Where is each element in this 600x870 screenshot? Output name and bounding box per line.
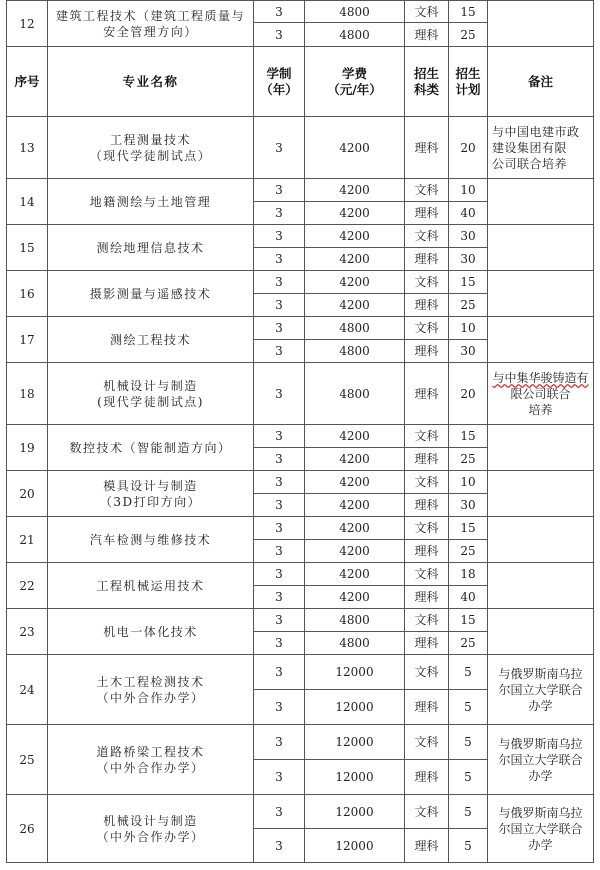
table-row xyxy=(7,517,594,540)
fee-cell: 4200 xyxy=(305,294,405,317)
remark-cell xyxy=(488,563,594,609)
category-cell: 文科 xyxy=(405,1,449,23)
major-name: 地籍测绘与土地管理 xyxy=(48,179,254,225)
plan-cell: 15 xyxy=(449,517,488,540)
table-row xyxy=(7,425,594,448)
years-cell: 3 xyxy=(254,494,305,517)
serial-no: 18 xyxy=(7,363,48,425)
category-cell: 理科 xyxy=(405,340,449,363)
serial-no: 17 xyxy=(7,317,48,363)
serial-no: 22 xyxy=(7,563,48,609)
remark-cell xyxy=(488,471,594,517)
table-row xyxy=(7,471,594,494)
remark-cell: 与俄罗斯南乌拉 尔国立大学联合 办学 xyxy=(488,725,594,795)
remark-cell xyxy=(488,425,594,471)
fee-cell: 12000 xyxy=(305,829,405,863)
years-cell: 3 xyxy=(254,179,305,202)
major-name: 道路桥梁工程技术 （中外合作办学） xyxy=(48,725,254,795)
fee-cell: 4800 xyxy=(305,1,405,23)
serial-no: 24 xyxy=(7,655,48,725)
years-cell: 3 xyxy=(254,1,305,23)
plan-cell: 25 xyxy=(449,448,488,471)
years-cell: 3 xyxy=(254,690,305,725)
plan-cell: 30 xyxy=(449,248,488,271)
fee-cell: 4200 xyxy=(305,425,405,448)
category-cell: 文科 xyxy=(405,725,449,760)
years-cell: 3 xyxy=(254,363,305,425)
fee-cell: 4200 xyxy=(305,563,405,586)
table-row xyxy=(7,655,594,690)
header-serial-no: 序号 xyxy=(7,47,48,117)
fee-cell: 12000 xyxy=(305,760,405,795)
header-category: 招生 科类 xyxy=(405,47,449,117)
table-row xyxy=(7,1,594,23)
remark-cell: 与中集华骏铸造有 限公司联合 培养 xyxy=(488,363,594,425)
fee-cell: 4200 xyxy=(305,517,405,540)
plan-cell: 30 xyxy=(449,340,488,363)
years-cell: 3 xyxy=(254,271,305,294)
plan-cell: 15 xyxy=(449,425,488,448)
fee-cell: 4200 xyxy=(305,448,405,471)
category-cell: 理科 xyxy=(405,540,449,563)
plan-cell: 10 xyxy=(449,471,488,494)
years-cell: 3 xyxy=(254,725,305,760)
major-name: 机械设计与制造 (现代学徒制试点) xyxy=(48,363,254,425)
years-cell: 3 xyxy=(254,632,305,655)
fee-cell: 4200 xyxy=(305,586,405,609)
major-name: 测绘工程技术 xyxy=(48,317,254,363)
years-cell: 3 xyxy=(254,23,305,47)
plan-cell: 25 xyxy=(449,632,488,655)
plan-cell: 20 xyxy=(449,117,488,179)
plan-cell: 5 xyxy=(449,690,488,725)
remark-cell xyxy=(488,317,594,363)
years-cell: 3 xyxy=(254,540,305,563)
table-row xyxy=(7,317,594,340)
major-name: 建筑工程技术（建筑工程质量与 安全管理方向） xyxy=(48,1,254,47)
category-cell: 文科 xyxy=(405,271,449,294)
plan-cell: 40 xyxy=(449,202,488,225)
fee-cell: 4200 xyxy=(305,117,405,179)
category-cell: 文科 xyxy=(405,225,449,248)
fee-cell: 12000 xyxy=(305,725,405,760)
category-cell: 理科 xyxy=(405,494,449,517)
header-remark: 备注 xyxy=(488,47,594,117)
header-row xyxy=(7,47,594,117)
header-years: 学制 （年） xyxy=(254,47,305,117)
header-major-name: 专业名称 xyxy=(48,47,254,117)
table-row xyxy=(7,271,594,294)
category-cell: 理科 xyxy=(405,760,449,795)
fee-cell: 4200 xyxy=(305,471,405,494)
category-cell: 理科 xyxy=(405,294,449,317)
plan-cell: 25 xyxy=(449,294,488,317)
category-cell: 理科 xyxy=(405,448,449,471)
table-row xyxy=(7,363,594,425)
fee-cell: 4200 xyxy=(305,494,405,517)
major-name: 工程机械运用技术 xyxy=(48,563,254,609)
plan-cell: 5 xyxy=(449,760,488,795)
category-cell: 理科 xyxy=(405,248,449,271)
years-cell: 3 xyxy=(254,829,305,863)
category-cell: 文科 xyxy=(405,179,449,202)
category-cell: 文科 xyxy=(405,609,449,632)
years-cell: 3 xyxy=(254,340,305,363)
years-cell: 3 xyxy=(254,471,305,494)
header-plan: 招生 计划 xyxy=(449,47,488,117)
plan-cell: 25 xyxy=(449,540,488,563)
plan-cell: 5 xyxy=(449,829,488,863)
major-name: 工程测量技术 （现代学徒制试点） xyxy=(48,117,254,179)
remark-cell xyxy=(488,517,594,563)
remark-cell: 与中国电建市政 建设集团有限 公司联合培养 xyxy=(488,117,594,179)
fee-cell: 4200 xyxy=(305,540,405,563)
table-row xyxy=(7,225,594,248)
plan-cell: 30 xyxy=(449,494,488,517)
table-row xyxy=(7,725,594,760)
category-cell: 文科 xyxy=(405,655,449,690)
table-row xyxy=(7,795,594,829)
serial-no: 20 xyxy=(7,471,48,517)
serial-no: 13 xyxy=(7,117,48,179)
remark-cell xyxy=(488,225,594,271)
category-cell: 文科 xyxy=(405,517,449,540)
category-cell: 文科 xyxy=(405,425,449,448)
years-cell: 3 xyxy=(254,225,305,248)
serial-no: 21 xyxy=(7,517,48,563)
fee-cell: 4800 xyxy=(305,609,405,632)
years-cell: 3 xyxy=(254,117,305,179)
plan-cell: 20 xyxy=(449,363,488,425)
years-cell: 3 xyxy=(254,425,305,448)
serial-no: 23 xyxy=(7,609,48,655)
serial-no: 15 xyxy=(7,225,48,271)
table-row xyxy=(7,609,594,632)
category-cell: 理科 xyxy=(405,23,449,47)
major-name: 模具设计与制造 （3D打印方向） xyxy=(48,471,254,517)
fee-cell: 12000 xyxy=(305,655,405,690)
plan-cell: 15 xyxy=(449,609,488,632)
major-name: 汽车检测与维修技术 xyxy=(48,517,254,563)
remark-cell xyxy=(488,271,594,317)
plan-cell: 25 xyxy=(449,23,488,47)
category-cell: 理科 xyxy=(405,363,449,425)
category-cell: 文科 xyxy=(405,471,449,494)
years-cell: 3 xyxy=(254,586,305,609)
header-fee: 学费 （元/年） xyxy=(305,47,405,117)
years-cell: 3 xyxy=(254,448,305,471)
plan-cell: 10 xyxy=(449,317,488,340)
category-cell: 理科 xyxy=(405,690,449,725)
category-cell: 文科 xyxy=(405,317,449,340)
plan-cell: 15 xyxy=(449,271,488,294)
years-cell: 3 xyxy=(254,202,305,225)
fee-cell: 12000 xyxy=(305,690,405,725)
years-cell: 3 xyxy=(254,609,305,632)
plan-cell: 5 xyxy=(449,655,488,690)
major-name: 测绘地理信息技术 xyxy=(48,225,254,271)
plan-cell: 15 xyxy=(449,1,488,23)
serial-no: 16 xyxy=(7,271,48,317)
serial-no: 25 xyxy=(7,725,48,795)
years-cell: 3 xyxy=(254,248,305,271)
serial-no: 12 xyxy=(7,1,48,47)
plan-cell: 10 xyxy=(449,179,488,202)
category-cell: 理科 xyxy=(405,632,449,655)
years-cell: 3 xyxy=(254,655,305,690)
years-cell: 3 xyxy=(254,317,305,340)
major-name: 机械设计与制造 （中外合作办学） xyxy=(48,795,254,863)
table-row xyxy=(7,179,594,202)
fee-cell: 4200 xyxy=(305,271,405,294)
major-name: 摄影测量与遥感技术 xyxy=(48,271,254,317)
years-cell: 3 xyxy=(254,760,305,795)
serial-no: 26 xyxy=(7,795,48,863)
fee-cell: 4800 xyxy=(305,363,405,425)
fee-cell: 4200 xyxy=(305,248,405,271)
category-cell: 理科 xyxy=(405,117,449,179)
category-cell: 文科 xyxy=(405,795,449,829)
fee-cell: 4800 xyxy=(305,317,405,340)
remark-cell xyxy=(488,609,594,655)
major-name: 数控技术（智能制造方向） xyxy=(48,425,254,471)
fee-cell: 4200 xyxy=(305,202,405,225)
plan-cell: 5 xyxy=(449,795,488,829)
plan-cell: 5 xyxy=(449,725,488,760)
major-name: 土木工程检测技术 （中外合作办学） xyxy=(48,655,254,725)
years-cell: 3 xyxy=(254,294,305,317)
remark-cell: 与俄罗斯南乌拉 尔国立大学联合 办学 xyxy=(488,655,594,725)
years-cell: 3 xyxy=(254,795,305,829)
enrollment-table xyxy=(6,0,594,863)
serial-no: 19 xyxy=(7,425,48,471)
years-cell: 3 xyxy=(254,563,305,586)
table-row xyxy=(7,563,594,586)
plan-cell: 30 xyxy=(449,225,488,248)
fee-cell: 4800 xyxy=(305,632,405,655)
category-cell: 理科 xyxy=(405,829,449,863)
fee-cell: 4200 xyxy=(305,225,405,248)
remark-cell: 与俄罗斯南乌拉 尔国立大学联合 办学 xyxy=(488,795,594,863)
plan-cell: 18 xyxy=(449,563,488,586)
plan-cell: 40 xyxy=(449,586,488,609)
category-cell: 理科 xyxy=(405,586,449,609)
category-cell: 理科 xyxy=(405,202,449,225)
remark-cell xyxy=(488,1,594,47)
remark-cell xyxy=(488,179,594,225)
category-cell: 文科 xyxy=(405,563,449,586)
fee-cell: 12000 xyxy=(305,795,405,829)
major-name: 机电一体化技术 xyxy=(48,609,254,655)
table-row xyxy=(7,117,594,179)
fee-cell: 4800 xyxy=(305,23,405,47)
fee-cell: 4200 xyxy=(305,179,405,202)
years-cell: 3 xyxy=(254,517,305,540)
fee-cell: 4800 xyxy=(305,340,405,363)
serial-no: 14 xyxy=(7,179,48,225)
